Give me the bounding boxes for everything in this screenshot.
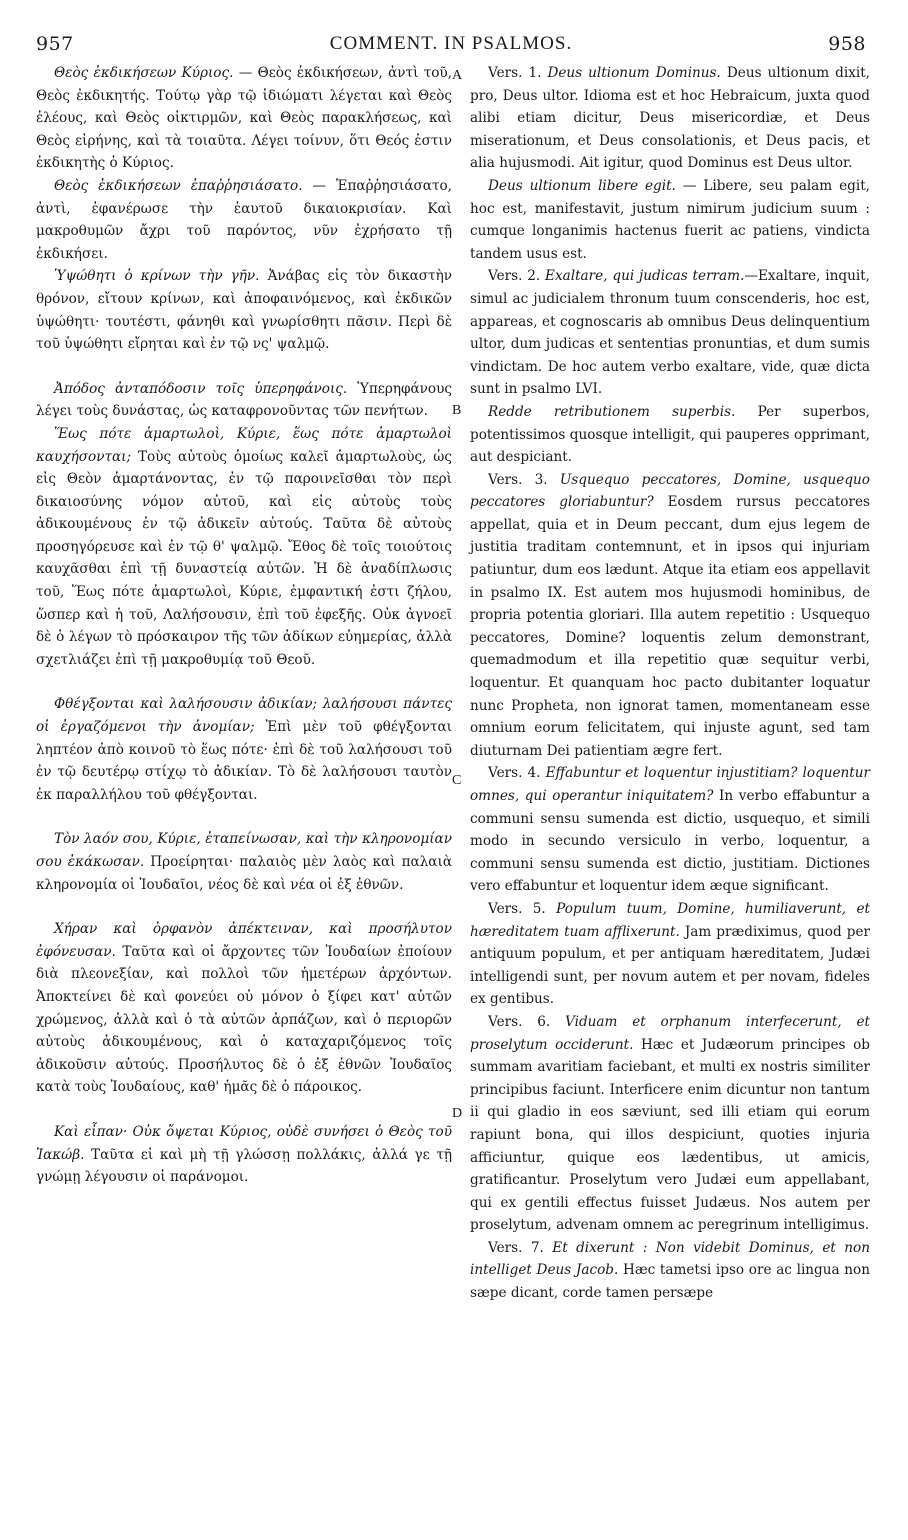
margin-letter-b: B: [452, 403, 462, 418]
commentary-paragraph: [470, 762, 870, 898]
verse-lemma: Redde retributionem superbis.: [488, 403, 736, 420]
commentary-paragraph: [36, 828, 452, 896]
latin-column: [470, 62, 870, 1305]
commentary-text: Per superbos, potentissimos quosque intelligit, qui pauperes opprimant, aut despiciant.: [470, 403, 870, 466]
margin-letter-a: A: [452, 68, 463, 83]
verse-number: Vers. 4.: [488, 765, 541, 782]
commentary-paragraph: [470, 265, 870, 401]
margin-letter-c: C: [452, 773, 462, 788]
commentary-paragraph: [36, 175, 452, 265]
verse-number: Vers. 7.: [488, 1239, 544, 1256]
verse-number: Vers. 5.: [488, 900, 546, 917]
verse-lemma: Ἕως πότε ἁμαρτωλοὶ, Κύριε, ἕως πότε ἁμαρτωλοὶ καυχήσονται;: [36, 425, 452, 465]
commentary-text: — Ἐπαῤῥησιάσατο, ἀντὶ, ἐφανέρωσε τὴν ἑαυτοῦ δικαιοκρισίαν. Καὶ μακροθυμῶν ἄχρι τοῦ παρόντος, νῦν ἐχρήσατο τῇ ἐκδικήσει.: [36, 177, 452, 262]
commentary-paragraph: [36, 423, 452, 672]
verse-lemma: Deus ultionum libere egit.: [488, 177, 676, 194]
verse-lemma: Exaltare, qui judicas terram.: [540, 268, 745, 285]
verse-lemma: Καὶ εἶπαν· Οὐκ ὄψεται Κύριος, οὐδὲ συνήσει ὁ Θεὸς τοῦ Ἰακώβ.: [36, 1123, 452, 1163]
verse-lemma: Deus ultionum Dominus.: [541, 65, 721, 81]
commentary-text: — Θεὸς ἐκδικήσεων, ἀντὶ τοῦ, Θεὸς ἐκδικητής. Τούτῳ γὰρ τῷ ἰδιώματι λέγεται καὶ Θεὸς ἐλέους, καὶ Θεὸς οἰκτιρμῶν, καὶ Θεὸς παρακλήσεως, καὶ Θεὸς εἰρήνης, καὶ τὰ τοιαῦτα. Λέγει τοίνυν, ὅτι Θεός ἐστιν ἐκδικητὴς ὁ Κύριος.: [36, 65, 452, 172]
commentary-paragraph: [470, 401, 870, 469]
margin-letter-d: D: [452, 1106, 463, 1121]
verse-number: Vers. 2.: [488, 268, 541, 285]
commentary-text: — Libere, seu palam egit, hoc est, manifestavit, justum nimirum judicium suum : cumque longanimis hactenus fuerit ac patiens, vindicta tandem usus est.: [470, 177, 870, 262]
verse-lemma: Viduam et orphanum interfecerunt, et proselytum occiderunt.: [470, 1013, 870, 1053]
commentary-text: Τοὺς αὐτοὺς ὁμοίως καλεῖ ἁμαρτωλοὺς, ὡς εἰς Θεὸν ἁμαρτάνοντας, ἐν τῷ παροινεῖσθαι τὸν περὶ δικαιοσύνης νόμον αὐτοῦ, καὶ εἰς αὐτοὺς τοὺς ἀδικουμένους ἐν τῷ ἀδικεῖν αὐτούς. Ταῦτα δὲ αὐτοὺς προσηγόρευσε καὶ ἐν τῷ θ' ψαλμῷ. Ἔθος δὲ τοῖς τοιούτοις καυχᾶσθαι ἐπὶ τῇ δυναστείᾳ αὐτῶν. Ἡ δὲ ἀναδίπλωσις τοῦ, Ἕως πότε ἁμαρτωλοὶ, Κύριε, ἐμφαντική ἐστι ζήλου, ὥσπερ καὶ ἡ τοῦ, Λαλήσουσιν, ἐπὶ τοῦ ἐφεξῆς. Οὐκ ἀγνοεῖ δὲ ὁ λέγων τὸ πρόσκαιρον τῆς τῶν ἀδίκων εὐημερίας, ἀλλὰ σχετλιάζει ἐπὶ τῇ μακροθυμίᾳ τοῦ Θεοῦ.: [36, 448, 452, 668]
verse-lemma: Θεὸς ἐκδικήσεων Κύριος.: [54, 65, 234, 81]
commentary-paragraph: [36, 62, 452, 175]
running-title: COMMENT. IN PSALMOS.: [329, 33, 573, 54]
verse-lemma: Effabuntur et loquentur injustitiam? loquentur omnes, qui operantur iniquitatem?: [470, 765, 870, 804]
verse-lemma: Ὑψώθητι ὁ κρίνων τὴν γῆν.: [54, 268, 260, 285]
commentary-text: Eosdem rursus peccatores appellat, quia et in Deum peccant, dum ejus legem de justitia traditam contemnunt, et in ipsos qui injuriam patiuntur, dum eos lædunt. Atque ita etiam eos appellavit in psalmo IX. Est autem mos hujusmodi hominibus, de propria potentia gloriari. Illa autem repetitio : Usquequo peccatores, Domine? loquentis zelum demonstrant, quemadmodum et illa repetitio quæ sequitur verbi, loquentur. Et quanquam hoc pacto dubitanter loquatur nunc Propheta, non ignorat tamen, momentaneam esse omnium eorum felicitatem, qui injuste agunt, sed tam diuturnam Dei patientiam ægre fert.: [470, 494, 870, 759]
verse-lemma: Φθέγξονται καὶ λαλήσουσιν ἀδικίαν; λαλήσουσι πάντες οἱ ἐργαζόμενοι τὴν ἀνομίαν;: [36, 696, 452, 736]
commentary-text: Jam prædiximus, quod per antiquum populum, et per antiquam hæreditatem, Judæi intelligendi sunt, per novum autem et per novam, fideles ex gentibus.: [470, 923, 870, 1008]
commentary-text: Hæc et Judæorum principes ob summam avaritiam faciebant, et multi ex nostris similiter principibus faciunt. Interficere enim dicuntur non tantum ii qui gladio in eos sæviunt, sed illi etiam qui eorum rapiunt bona, qui illos despiciunt, quoties injuria afficiuntur, quique eos lædentibus, ut amicis, gratificantur. Proselytum vero Judæi eum appellabant, qui ex gentili effectus fuisset Judæus. Nos autem per proselytum, advenam omnem ac peregrinum intelligimus.: [470, 1036, 870, 1234]
commentary-text: —Exaltare, inquit, simul ac judicialem thronum tuum conscenderis, hoc est, appareas, et cognoscaris ab omnibus Deus delinquentium ultor, dum judicas et sententias pronuntias, et dum sumis vindictam. De hoc autem verbo exaltare, vide, quæ dicta sunt in psalmo LVI.: [470, 268, 870, 398]
commentary-paragraph: [36, 693, 452, 806]
commentary-paragraph: [470, 469, 870, 763]
page-header: [36, 30, 866, 58]
commentary-text: In verbo effabuntur a communi sensu sumenda est dictio, usquequo, et simili modo in secundo versiculo in verbo, loquentur, a communi sensu sumenda est dictio, justitiam. Dictiones vero effabuntur et loquentur idem æque significant.: [470, 788, 870, 895]
verse-lemma: Et dixerunt : Non videbit Dominus, et non intelliget Deus Jacob.: [470, 1239, 871, 1279]
commentary-paragraph: [470, 1237, 870, 1305]
verse-number: Vers. 6.: [488, 1013, 551, 1030]
verse-number: Vers. 3.: [488, 471, 548, 488]
commentary-text: Hæc tametsi ipso ore ac lingua non sæpe dicant, corde tamen persæpe: [470, 1262, 870, 1302]
verse-number: Vers. 1.: [488, 65, 542, 81]
commentary-text: Ἐπὶ μὲν τοῦ φθέγξονται ληπτέον ἀπὸ κοινοῦ τὸ ἕως πότε· ἐπὶ δὲ τοῦ λαλήσουσι τοῦ ἐν τῷ δευτέρῳ στίχῳ τὸ ἀδικίαν. Τὸ δὲ λαλήσουσι ταυτὸν ἐκ παραλλήλου τοῦ φθέγξονται.: [36, 719, 452, 803]
commentary-paragraph: [36, 265, 452, 355]
commentary-text: Ὑπερηφάνους λέγει τοὺς δυνάστας, ὡς καταφρονοῦντας τῶν πενήτων.: [36, 380, 452, 420]
commentary-paragraph: [36, 378, 452, 423]
commentary-paragraph: [470, 62, 870, 175]
verse-lemma: Usquequo peccatores, Domine, usquequo peccatores gloriabuntur?: [470, 471, 870, 511]
commentary-text: Ταῦτα εἰ καὶ μὴ τῇ γλώσσῃ πολλάκις, ἀλλά γε τῇ γνώμῃ λέγουσιν οἱ παράνομοι.: [36, 1146, 452, 1186]
commentary-paragraph: [470, 1011, 870, 1237]
verse-lemma: Ἀπόδος ἀνταπόδοσιν τοῖς ὑπερηφάνοις.: [54, 380, 348, 397]
right-page-number: 958: [828, 33, 866, 55]
verse-lemma: Θεὸς ἐκδικήσεων ἐπαῤῥησιάσατο.: [54, 177, 303, 194]
commentary-paragraph: [470, 175, 870, 265]
commentary-text: Ταῦτα καὶ οἱ ἄρχοντες τῶν Ἰουδαίων ἐποίουν διὰ πλεονεξίαν, καὶ πολλοὶ τῶν ἡμετέρων ἀρχόντων. Ἀποκτείνει δὲ καὶ φονεύει οὐ μόνον ὁ ξίφει κατ' αὐτῶν χρώμενος, ἀλλὰ καὶ ὁ τὰ αὐτῶν ἁρπάζων, καὶ ὁ περιορῶν αὐτοὺς ἀδικουμένους, καὶ ὁ καταχαριζόμενος τοῖς ἀδικοῦσιν αὐτούς. Προσήλυτος δὲ ὁ ἐξ ἐθνῶν Ἰουδαῖος κατὰ τοὺς Ἰουδαίους, καθ' ἡμᾶς δὲ ὁ πάροικος.: [36, 943, 452, 1096]
greek-column: [36, 62, 452, 1189]
commentary-text: Deus ultionum dixit, pro, Deus ultor. Idioma est et hoc Hebraicum, juxta quod alibi etiam dicitur, Deus misericordiæ, et Deus miserationum, et Deus consolationis, et Deus pacis, et alia hujusmodi. Ait igitur, quod Dominus est Deus ultor.: [470, 65, 871, 172]
commentary-paragraph: [36, 1121, 452, 1189]
commentary-paragraph: [36, 918, 452, 1099]
commentary-paragraph: [470, 898, 870, 1011]
commentary-text: Προείρηται· παλαιὸς μὲν λαὸς καὶ παλαιὰ κληρονομία οἱ Ἰουδαῖοι, νέος δὲ καὶ νέα οἱ ἐξ ἐθνῶν.: [36, 854, 452, 893]
left-page-number: 957: [36, 33, 74, 55]
verse-lemma: Χήραν καὶ ὀρφανὸν ἀπέκτειναν, καὶ προσήλυτον ἐφόνευσαν.: [36, 921, 452, 960]
verse-lemma: Populum tuum, Domine, humiliaverunt, et hæreditatem tuam afflixerunt.: [470, 900, 871, 940]
verse-lemma: Τὸν λαόν σου, Κύριε, ἐταπείνωσαν, καὶ τὴν κληρονομίαν σου ἐκάκωσαν.: [36, 831, 452, 870]
commentary-text: Ἀνάβας εἰς τὸν δικαστὴν θρόνον, εἴτουν κρίνων, καὶ ἀποφαινόμενος, καὶ ἐκδικῶν ὑψώθητι· τουτέστι, φάνηθι καὶ γνωρίσθητι πᾶσιν. Περὶ δὲ τοῦ ὑψώθητι εἴρηται καὶ ἐν τῷ νς' ψαλμῷ.: [36, 268, 452, 353]
